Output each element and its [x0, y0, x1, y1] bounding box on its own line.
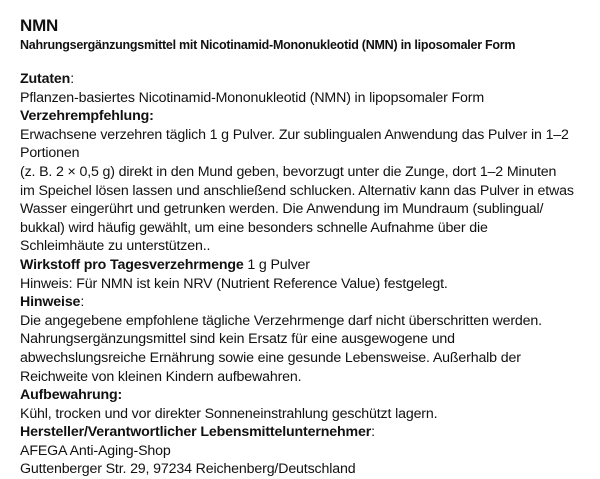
manufacturer-heading: Hersteller/Verantwortlicher Lebensmittelunternehmer:	[20, 424, 375, 441]
recommendation-line: im Speichel lösen lassen und anschließend schlucken. Alternativ kann das Pulver in etwas	[20, 182, 574, 199]
recommendation-line: Portionen	[20, 145, 80, 162]
notes-line: abwechslungsreiche Ernährung sowie eine gesunde Lebensweise. Außerhalb der	[20, 349, 521, 366]
notes-heading: Hinweise:	[20, 294, 85, 311]
manufacturer-address: Guttenberger Str. 29, 97234 Reichenberg/Deutschland	[20, 461, 356, 478]
active-ingredient-value: 1 g Pulver	[243, 256, 310, 273]
ingredients-heading: Zutaten:	[20, 71, 74, 87]
recommendation-line: Erwachsene verzehren täglich 1 g Pulver. Zur sublingualen Anwendung das Pulver in 1–2	[20, 126, 569, 143]
active-ingredient-heading: Wirkstoff pro Tagesverzehrmenge	[20, 256, 244, 273]
recommendation-line: Wasser eingerührt und getrunken werden. Die Anwendung im Mundraum (sublingual/	[20, 201, 544, 218]
label-body	[20, 70, 600, 479]
notes-line: Die angegebene empfohlene tägliche Verzehrmenge darf nicht überschritten werden.	[20, 312, 542, 329]
nrv-note: Hinweis: Für NMN ist kein NRV (Nutrient Reference Value) festgelegt.	[20, 275, 448, 292]
recommendation-heading: Verzehrempfehlung:	[20, 108, 154, 125]
product-title: NMN	[20, 16, 59, 35]
notes-line: Nahrungsergänzungsmittel sind kein Ersatz für eine ausgewogene und	[20, 331, 455, 348]
notes-line: Reichweite von kleinen Kindern aufbewahren.	[20, 368, 302, 385]
storage-text: Kühl, trocken und vor direkter Sonneneinstrahlung geschützt lagern.	[20, 405, 438, 422]
recommendation-line: Schleimhäute zu unterstützen..	[20, 238, 211, 255]
manufacturer-name: AFEGA Anti-Aging-Shop	[20, 442, 171, 459]
recommendation-line: (z. B. 2 × 0,5 g) direkt in den Mund geben, bevorzugt unter die Zunge, dort 1–2 Minuten	[20, 163, 557, 180]
storage-heading: Aufbewahrung:	[20, 387, 123, 404]
ingredients-text: Pflanzen-basiertes Nicotinamid-Mononukleotid (NMN) in lipopsomaler Form	[20, 89, 485, 106]
recommendation-line: bukkal) wird häufig gewählt, um eine besonders schnelle Aufnahme über die	[20, 219, 488, 236]
active-ingredient-row	[20, 256, 600, 275]
product-subtitle: Nahrungsergänzungsmittel mit Nicotinamid-Mononukleotid (NMN) in liposomaler Form	[20, 38, 516, 52]
